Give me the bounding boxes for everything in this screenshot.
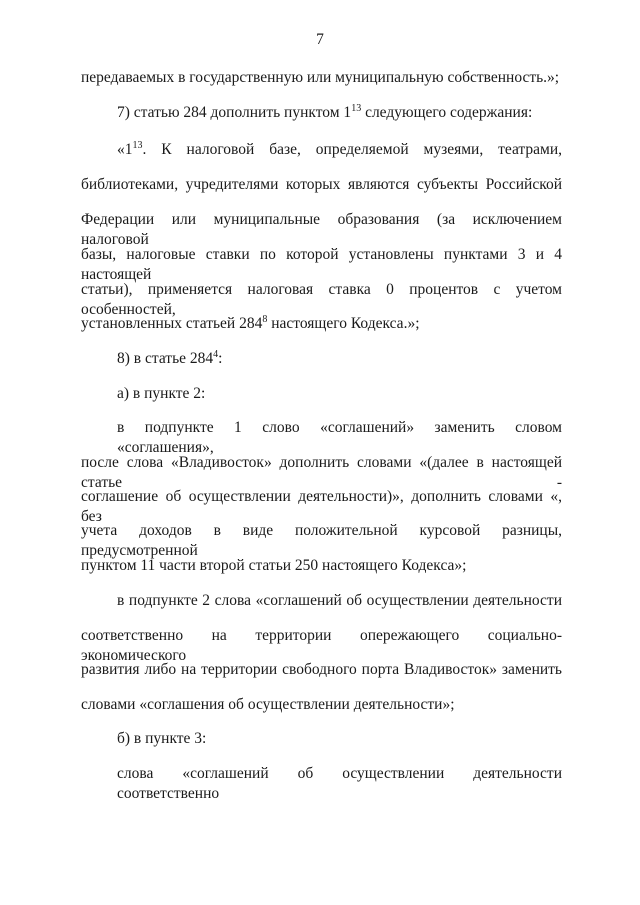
text-line: в подпункте 1 слово «соглашений» заменить словом «соглашения», [117, 419, 562, 456]
text-line: соглашение об осуществлении деятельности)», дополнить словами «, без [81, 488, 562, 525]
text-line: базы, налоговые ставки по которой установлены пунктами 3 и 4 настоящей [81, 246, 562, 283]
text-line: 7) статью 284 дополнить пунктом $1^{13}$ следующего содержания: [117, 102, 533, 121]
text-line: после слова «Владивосток» дополнить словами «(далее в настоящей статье - [81, 454, 562, 491]
text-line: Федерации или муниципальные образования (за исключением налоговой [81, 211, 562, 248]
text-line: слова «соглашений об осуществлении деятельности соответственно [117, 765, 562, 802]
text-line: развития либо на территории свободного порта Владивосток» заменить [81, 661, 562, 678]
text-line: «$1^{13}$. К налоговой базе, определяемой музеями, театрами, [117, 139, 562, 158]
text-line: пунктом 11 части второй статьи 250 настоящего Кодекса»; [81, 557, 467, 574]
page-number: 7 [316, 31, 324, 48]
text-line: б) в пункте 3: [117, 730, 207, 747]
text-line: а) в пункте 2: [117, 385, 206, 402]
text-line: 8) в статье $284^4$: [117, 348, 223, 367]
text-line: соответственно на территории опережающего социально-экономического [81, 627, 562, 664]
text-line: библиотеками, учредителями которых являются субъекты Российской [81, 176, 562, 193]
text-line: учета доходов в виде положительной курсовой разницы, предусмотренной [81, 522, 562, 559]
text-line: установленных статьей $284^8$ настоящего Кодекса.»; [81, 313, 420, 332]
text-line: в подпункте 2 слова «соглашений об осуществлении деятельности [117, 592, 562, 609]
text-line: передаваемых в государственную или муниципальную собственность.»; [81, 69, 560, 86]
text-line: словами «соглашения об осуществлении деятельности»; [81, 696, 455, 713]
text-line: статьи), применяется налоговая ставка 0 процентов с учетом особенностей, [81, 281, 562, 318]
